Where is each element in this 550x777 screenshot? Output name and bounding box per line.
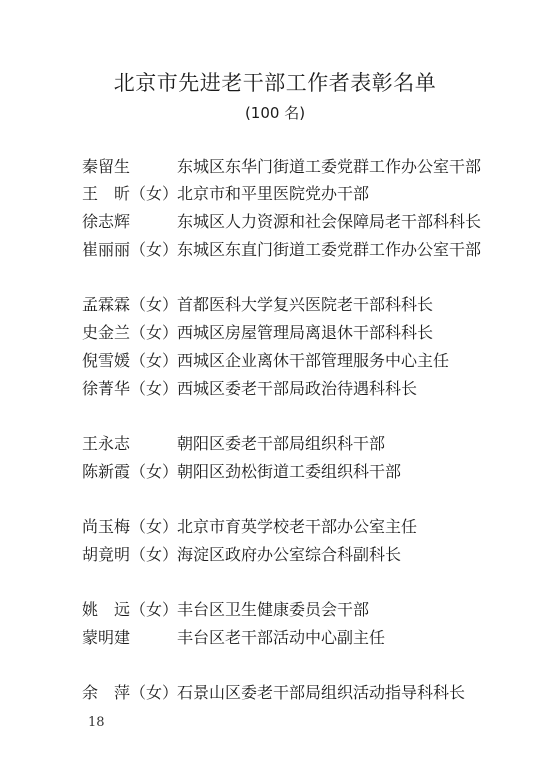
list-item	[0, 515, 550, 539]
honoree-position: 东城区人力资源和社会保障局老干部科科长	[177, 212, 482, 231]
honoree-position: 西城区房屋管理局离退休干部科科长	[177, 323, 434, 342]
honoree-position: 海淀区政府办公室综合科副科长	[177, 545, 402, 564]
list-item	[0, 681, 550, 705]
honoree-name: 徐志辉	[82, 212, 131, 231]
list-item	[0, 349, 550, 373]
page-subtitle: (100 名)	[244, 104, 306, 122]
page-title: 北京市先进老干部工作者表彰名单	[113, 71, 437, 95]
honoree-name: 姚 远（女）	[82, 600, 179, 619]
list-item	[0, 210, 550, 234]
honoree-position: 北京市和平里医院党办干部	[177, 184, 370, 203]
honoree-position: 石景山区委老干部局组织活动指导科科长	[177, 683, 466, 702]
honoree-name: 王永志	[82, 434, 131, 453]
honoree-position: 丰台区卫生健康委员会干部	[177, 600, 370, 619]
honoree-name: 王 昕（女）	[82, 184, 179, 203]
list-item	[0, 460, 550, 484]
honoree-name: 陈新霞（女）	[82, 462, 179, 481]
honoree-name: 倪雪媛（女）	[82, 351, 179, 370]
honoree-name: 尚玉梅（女）	[82, 517, 179, 536]
honoree-position: 朝阳区委老干部局组织科干部	[177, 434, 386, 453]
list-item	[0, 598, 550, 622]
honoree-position: 西城区委老干部局政治待遇科科长	[177, 379, 418, 398]
honoree-name: 徐菁华（女）	[82, 379, 179, 398]
list-item	[0, 155, 550, 179]
page-number: 18	[88, 715, 105, 730]
list-item	[0, 432, 550, 456]
honoree-position: 东城区东华门街道工委党群工作办公室干部	[177, 157, 482, 176]
honoree-name: 蒙明建	[82, 628, 131, 647]
honoree-position: 北京市育英学校老干部办公室主任	[177, 517, 418, 536]
honoree-name: 胡竟明（女）	[82, 545, 179, 564]
honoree-name: 崔丽丽（女）	[82, 240, 179, 259]
honoree-position: 东城区东直门街道工委党群工作办公室干部	[177, 240, 482, 259]
list-item	[0, 626, 550, 650]
honoree-position: 朝阳区劲松街道工委组织科干部	[177, 462, 402, 481]
list-item	[0, 293, 550, 317]
honoree-name: 余 萍（女）	[82, 683, 179, 702]
honoree-position: 丰台区老干部活动中心副主任	[177, 628, 386, 647]
honoree-name: 秦留生	[82, 157, 131, 176]
honoree-position: 首都医科大学复兴医院老干部科科长	[177, 295, 434, 314]
honoree-name: 孟霖霖（女）	[82, 295, 179, 314]
list-item	[0, 543, 550, 567]
list-item	[0, 321, 550, 345]
list-item	[0, 238, 550, 262]
honoree-name: 史金兰（女）	[82, 323, 179, 342]
list-item	[0, 182, 550, 206]
list-item	[0, 377, 550, 401]
honoree-position: 西城区企业离休干部管理服务中心主任	[177, 351, 450, 370]
